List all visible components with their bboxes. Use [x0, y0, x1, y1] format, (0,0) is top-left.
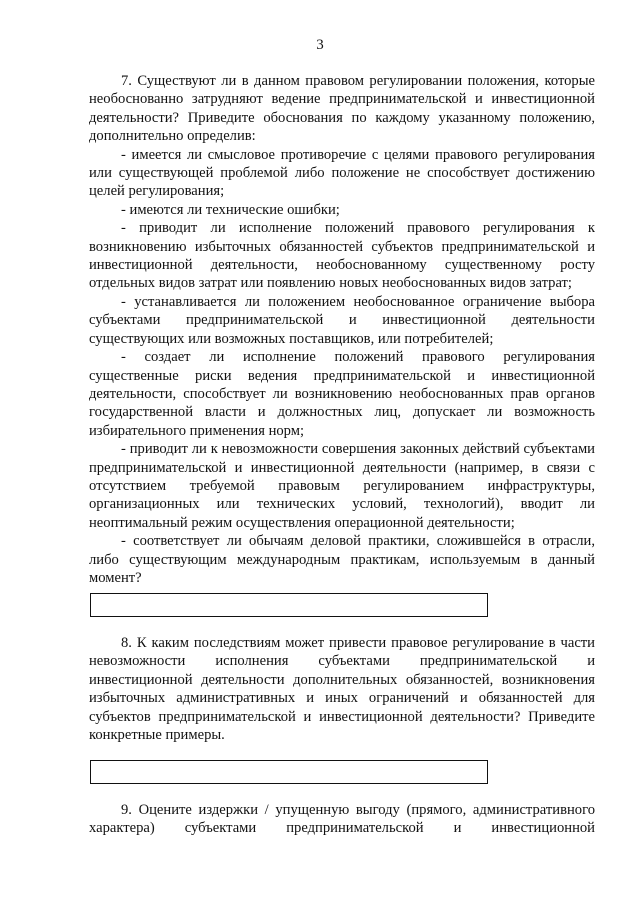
page-number: 3	[316, 37, 324, 53]
question-8-text: 8. К каким последствиям может привести правовое регулирование в части невозможности исполнения субъектами предпринимательской и инвестиционной деятельности дополнительных обязанностей, возникновения избыточных административных и иных ограничений и обязанностей для субъектов предпринимательской и инвестиционной деятельности? Приведите конкретные примеры.	[89, 635, 595, 744]
question-7	[89, 72, 595, 587]
question-9	[89, 801, 595, 838]
question-8	[89, 634, 595, 744]
question-9-text: 9. Оцените издержки / упущенную выгоду (прямого, административного характера) субъектами предпринимательской и инвестиционной	[89, 802, 595, 837]
answer-box-question-7[interactable]	[90, 593, 488, 617]
question-7-item: - имеются ли технические ошибки;	[121, 201, 340, 218]
question-7-item: - приводит ли к невозможности совершения законных действий субъектами предпринимательской и инвестиционной деятельности (например, в связи с отсутствием требуемой правовым регулированием инфраструктуры, организационных или технических условий, технологий), вводит ли неоптимальный режим осуществления операционной деятельности;	[89, 441, 595, 531]
question-7-item: - создает ли исполнение положений правового регулирования существенные риски ведения предпринимательской и инвестиционной деятельности, способствует ли возникновению необоснованных прав органов государственной власти и должностных лиц, допускает ли возможность избирательного применения норм;	[89, 349, 595, 439]
question-7-item: - соответствует ли обычаям деловой практики, сложившейся в отрасли, либо существующим международным практикам, используемым в данный момент?	[89, 533, 595, 586]
question-7-item: - имеется ли смысловое противоречие с целями правового регулирования или существующей проблемой либо положение не способствует достижению целей регулирования;	[89, 146, 595, 200]
answer-box-question-8[interactable]	[90, 760, 488, 784]
question-7-item: - устанавливается ли положением необоснованное ограничение выбора субъектами предпринимательской и инвестиционной деятельности существующих или возможных поставщиков, или потребителей;	[89, 293, 595, 347]
question-7-intro: 7. Существуют ли в данном правовом регулировании положения, которые необоснованно затрудняют ведение предпринимательской и инвестиционной деятельности? Приведите обоснования по каждому указанному положению, дополнительно определив:	[89, 73, 595, 145]
question-7-item: - приводит ли исполнение положений правового регулирования к возникновению избыточных обязанностей субъектов предпринимательской и инвестиционной деятельности, необоснованному существенному росту отдельных видов затрат или появлению новых необоснованных видов затрат;	[89, 220, 595, 292]
